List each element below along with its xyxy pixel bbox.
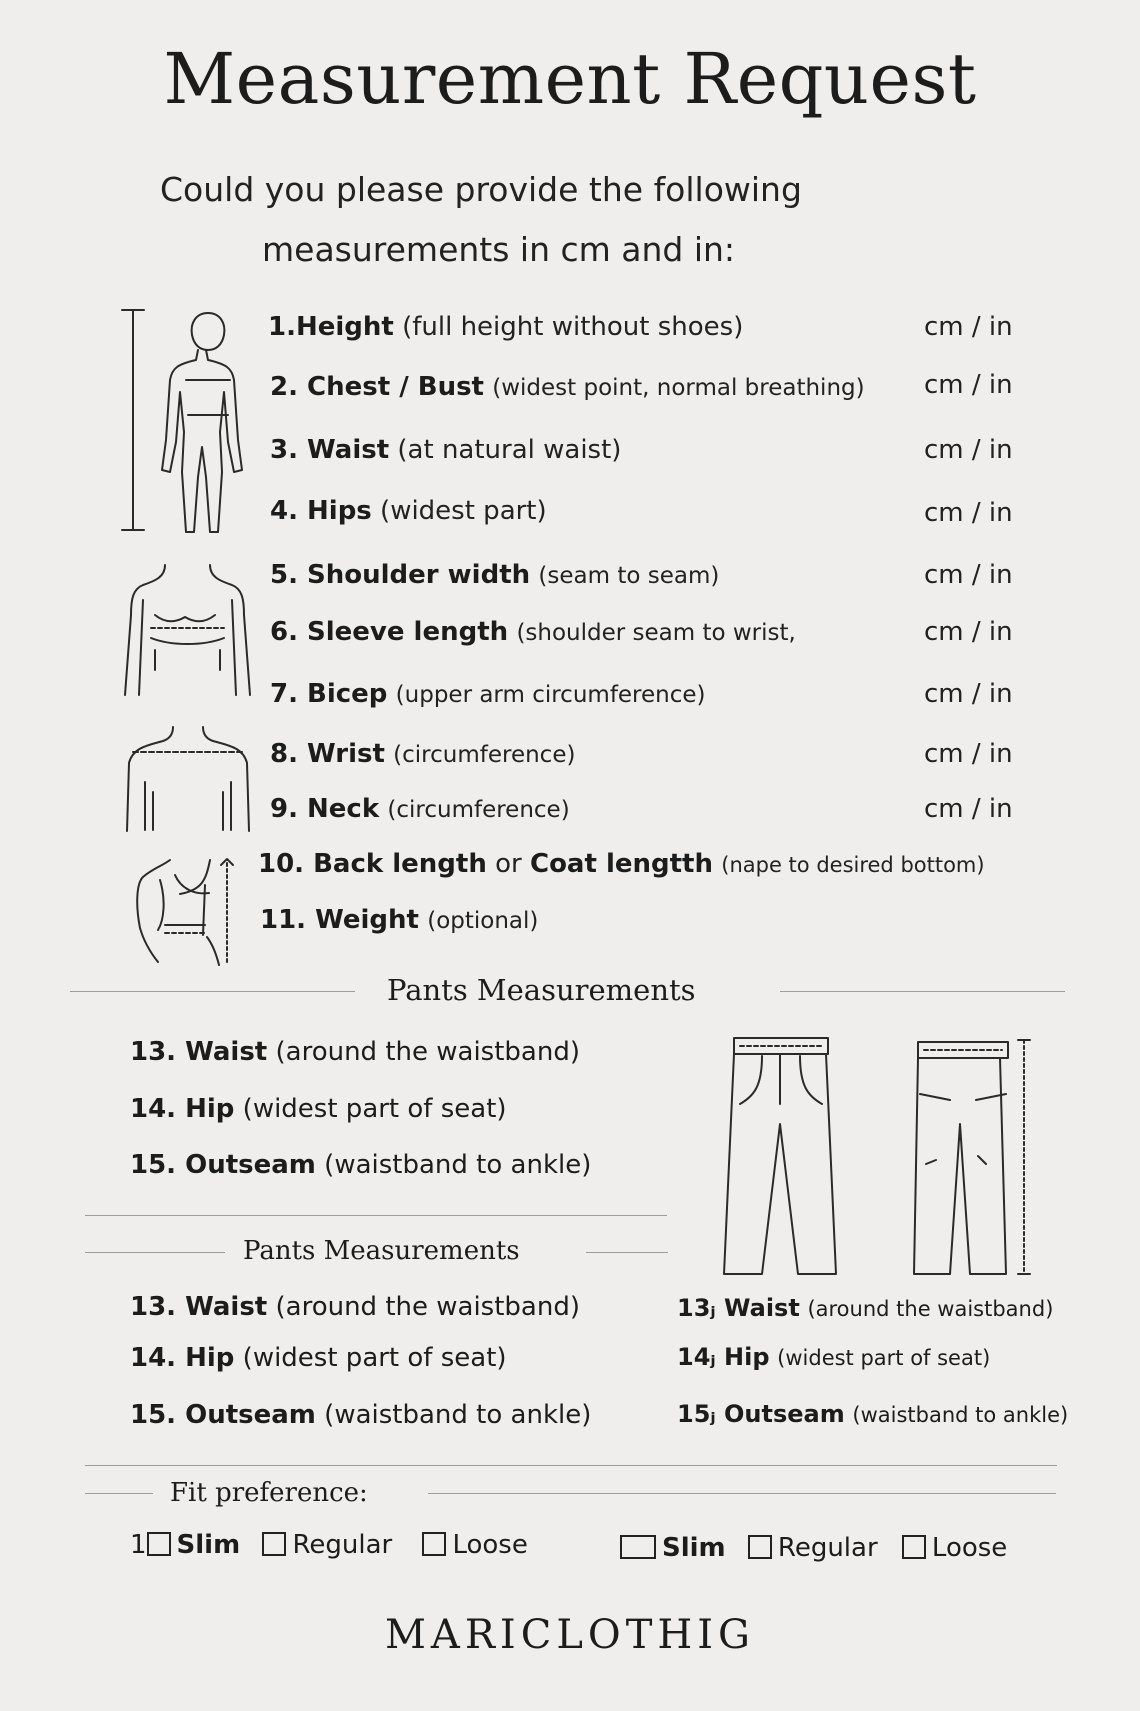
measurement-label: 5. Shoulder width bbox=[270, 560, 531, 590]
measurement-row-sleeve bbox=[270, 617, 796, 647]
pants-section-title: Pants Measurements bbox=[387, 973, 696, 1007]
measurement-label: 13. Waist bbox=[130, 1292, 268, 1322]
measurement-label: 15ⱼ Outseam bbox=[677, 1400, 845, 1428]
option-label: Loose bbox=[931, 1533, 1008, 1563]
measurement-label: 14. Hip bbox=[130, 1094, 235, 1124]
measurement-label: 13ⱼ Waist bbox=[677, 1294, 800, 1322]
measurement-desc: (nape to desired bottom) bbox=[721, 853, 985, 877]
pants-row-hip bbox=[130, 1094, 507, 1124]
page-title: Measurement Request bbox=[163, 38, 977, 120]
fit-prefix: 1 bbox=[130, 1530, 147, 1560]
measurement-label: 15. Outseam bbox=[130, 1150, 316, 1180]
divider bbox=[586, 1252, 668, 1253]
unit-label: cm / in bbox=[924, 617, 1013, 647]
checkbox-loose[interactable] bbox=[902, 1535, 926, 1559]
option-label: Loose bbox=[452, 1530, 528, 1560]
unit-label: cm / in bbox=[924, 435, 1013, 465]
unit-label: cm / in bbox=[924, 794, 1013, 824]
fit-options-left bbox=[130, 1530, 528, 1560]
measurement-row-hips bbox=[270, 496, 547, 526]
pants-row-hip-right bbox=[677, 1343, 990, 1371]
unit-label: cm / in bbox=[924, 679, 1013, 709]
unit-label: cm / in bbox=[924, 370, 1013, 400]
pants-row-outseam bbox=[130, 1150, 591, 1180]
measurement-desc: (widest part of seat) bbox=[242, 1094, 507, 1124]
measurement-desc: (around the waistband) bbox=[275, 1037, 580, 1067]
pants-row-waist-right bbox=[677, 1294, 1053, 1322]
measurement-label: 11. Weight bbox=[260, 905, 419, 935]
measurement-desc: (widest part of seat) bbox=[242, 1343, 507, 1373]
divider bbox=[85, 1465, 1057, 1466]
measurement-desc: (at natural waist) bbox=[397, 435, 622, 465]
measurement-label: 13. Waist bbox=[130, 1037, 268, 1067]
pants-row-hip bbox=[130, 1343, 507, 1373]
divider bbox=[70, 991, 355, 992]
checkbox-loose[interactable] bbox=[422, 1532, 446, 1556]
divider bbox=[85, 1252, 225, 1253]
measurement-desc: (seam to seam) bbox=[538, 563, 720, 589]
measurement-label: 9. Neck bbox=[270, 794, 380, 824]
measurement-desc: (around the waistband) bbox=[275, 1292, 580, 1322]
pants-row-waist bbox=[130, 1037, 580, 1067]
measurement-desc: (waistband to ankle) bbox=[324, 1150, 592, 1180]
measurement-label: 4. Hips bbox=[270, 496, 372, 526]
measurement-desc: (widest part) bbox=[380, 496, 547, 526]
measurement-label: 2. Chest / Bust bbox=[270, 372, 484, 402]
measurement-row-height bbox=[268, 312, 743, 342]
divider bbox=[85, 1215, 667, 1216]
measurement-desc: (optional) bbox=[427, 908, 539, 934]
measurement-label: 7. Bicep bbox=[270, 679, 388, 709]
measurement-row-weight bbox=[260, 905, 538, 935]
measurement-desc: (waistband to ankle) bbox=[324, 1400, 592, 1430]
divider bbox=[428, 1493, 1056, 1494]
unit-label: cm / in bbox=[924, 739, 1013, 769]
pants-row-outseam bbox=[130, 1400, 591, 1430]
measurement-row-neck bbox=[270, 794, 570, 824]
measurement-label: 15. Outseam bbox=[130, 1400, 316, 1430]
full-body-figure-icon bbox=[118, 305, 258, 540]
measurement-desc: (widest point, normal breathing) bbox=[492, 375, 865, 401]
pants-row-waist bbox=[130, 1292, 580, 1322]
measurement-label: 10. Back length bbox=[258, 849, 487, 879]
checkbox-regular[interactable] bbox=[748, 1535, 772, 1559]
option-label: Slim bbox=[176, 1530, 241, 1560]
measurement-desc: (shoulder seam to wrist, bbox=[516, 620, 796, 646]
measurement-label: 14. Hip bbox=[130, 1343, 235, 1373]
measurement-desc: (widest part of seat) bbox=[777, 1346, 991, 1370]
divider bbox=[780, 991, 1065, 992]
brand-name: MARICLOTHIG bbox=[384, 1612, 756, 1658]
option-label: Slim bbox=[662, 1533, 726, 1563]
pants-row-outseam-right bbox=[677, 1400, 1068, 1428]
or-text: or bbox=[495, 849, 522, 879]
option-label: Regular bbox=[777, 1533, 878, 1563]
measurement-row-waist bbox=[270, 435, 621, 465]
measurement-label: 8. Wrist bbox=[270, 739, 385, 769]
checkbox-regular[interactable] bbox=[262, 1532, 286, 1556]
measurement-row-shoulder bbox=[270, 560, 719, 590]
measurement-desc: (full height without shoes) bbox=[402, 312, 744, 342]
unit-label: cm / in bbox=[924, 560, 1013, 590]
measurement-label: 14ⱼ Hip bbox=[677, 1343, 770, 1371]
checkbox-slim[interactable] bbox=[147, 1532, 171, 1556]
pants-side-icon bbox=[906, 1034, 1036, 1280]
unit-label: cm / in bbox=[924, 498, 1013, 528]
intro-line-1: Could you please provide the following bbox=[160, 170, 802, 209]
checkbox-slim[interactable] bbox=[620, 1535, 656, 1559]
measurement-desc: (circumference) bbox=[393, 742, 576, 768]
unit-label: cm / in bbox=[924, 312, 1013, 342]
measurement-label: 1.Height bbox=[268, 312, 394, 342]
fit-options-right bbox=[612, 1533, 1007, 1563]
divider bbox=[85, 1493, 153, 1494]
measurement-row-bicep bbox=[270, 679, 706, 709]
option-label: Regular bbox=[292, 1530, 393, 1560]
pants-front-icon bbox=[722, 1034, 842, 1280]
measurement-label: 6. Sleeve length bbox=[270, 617, 509, 647]
measurement-row-wrist bbox=[270, 739, 575, 769]
measurement-label: 3. Waist bbox=[270, 435, 390, 465]
shoulder-back-icon bbox=[123, 722, 253, 832]
fit-preference-title: Fit preference: bbox=[170, 1478, 368, 1508]
measurement-row-chest bbox=[270, 372, 865, 402]
measurement-row-back-length bbox=[258, 849, 985, 879]
torso-front-icon bbox=[125, 560, 250, 700]
measurement-desc: (waistband to ankle) bbox=[852, 1403, 1069, 1427]
measurement-label: Coat lengtth bbox=[529, 849, 713, 879]
pants-section-title-2: Pants Measurements bbox=[243, 1236, 520, 1266]
measurement-desc: (around the waistband) bbox=[807, 1297, 1054, 1321]
measurement-desc: (circumference) bbox=[387, 797, 570, 823]
back-length-icon bbox=[135, 855, 245, 970]
intro-line-2: measurements in cm and in: bbox=[262, 230, 736, 269]
measurement-desc: (upper arm circumference) bbox=[395, 682, 706, 708]
